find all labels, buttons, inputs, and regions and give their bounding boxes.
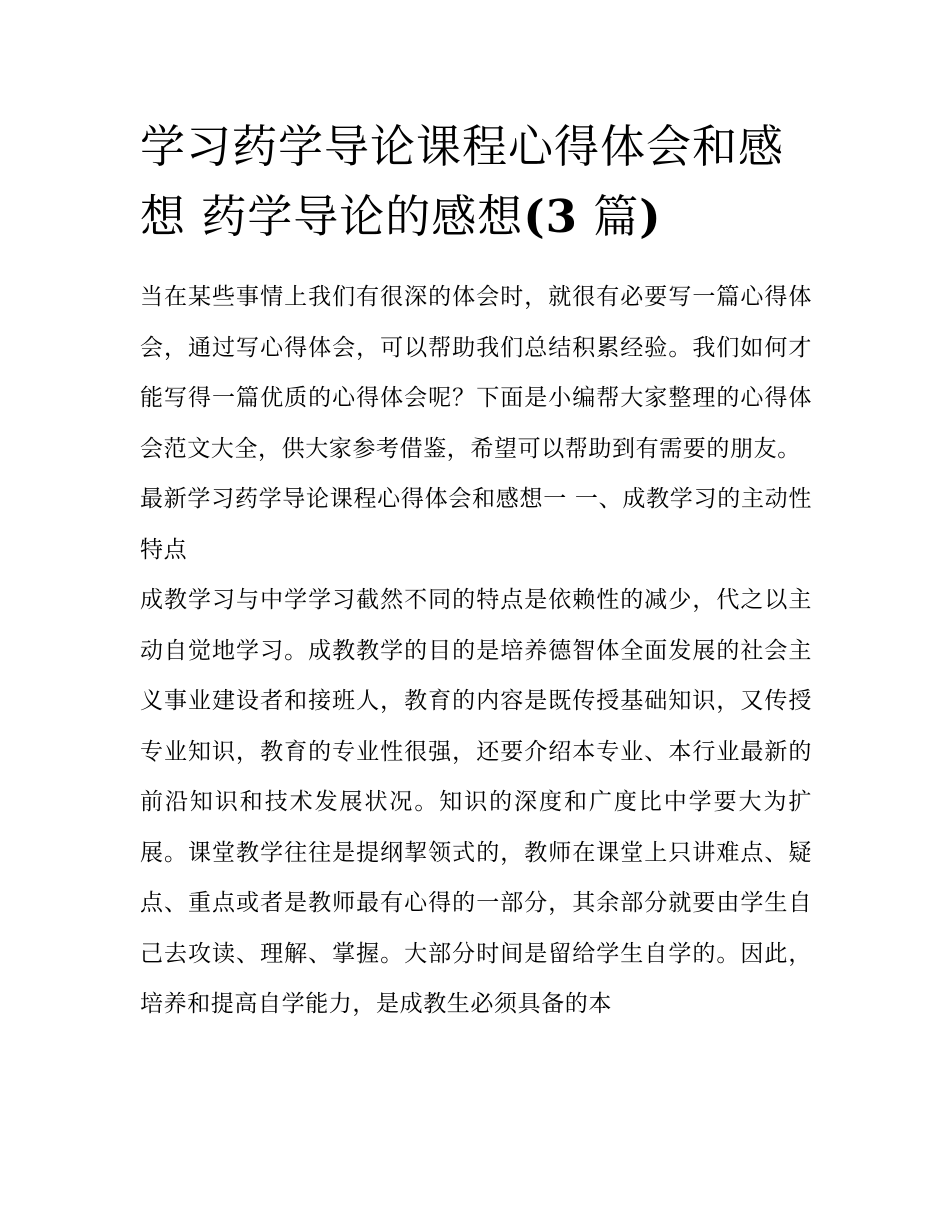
title-count-close: ) bbox=[639, 190, 662, 243]
intro-paragraph: 当在某些事情上我们有很深的体会时，就很有必要写一篇心得体会，通过写心得体会，可以帮助我们总结积累经验。我们如何才能写得一篇优质的心得体会呢？下面是小编帮大家整理的心得体会范文大全，供大家参考借鉴，希望可以帮助到有需要的朋友。 bbox=[140, 284, 812, 462]
body-paragraph: 成教学习与中学学习截然不同的特点是依赖性的减少，代之以主动自觉地学习。成教教学的目的是培养德智体全面发展的社会主义事业建设者和接班人，教育的内容是既传授基础知识，又传授专业知识，教育的专业性很强，还要介绍本专业、本行业最新的前沿知识和技术发展状况。知识的深度和广度比中学要大为扩展。课堂教学往往是提纲挈领式的，教师在课堂上只讲难点、疑点、重点或者是教师最有心得的一部分，其余部分就要由学生自己去攻读、理解、掌握。大部分时间是留给学生自学的。因此，培养和提高自学能力，是成教生必须具备的本 bbox=[140, 587, 812, 1017]
document-page bbox=[140, 112, 812, 1030]
title-text-main: 学习药学导论课程心得体会和感想 药学导论的感想 bbox=[140, 120, 785, 243]
document-title bbox=[140, 112, 812, 252]
section-heading: 最新学习药学导论课程心得体会和感想一 一、成教学习的主动性特点 bbox=[140, 486, 812, 563]
title-count-open: (3 bbox=[523, 190, 578, 243]
title-count-unit: 篇 bbox=[593, 190, 640, 243]
